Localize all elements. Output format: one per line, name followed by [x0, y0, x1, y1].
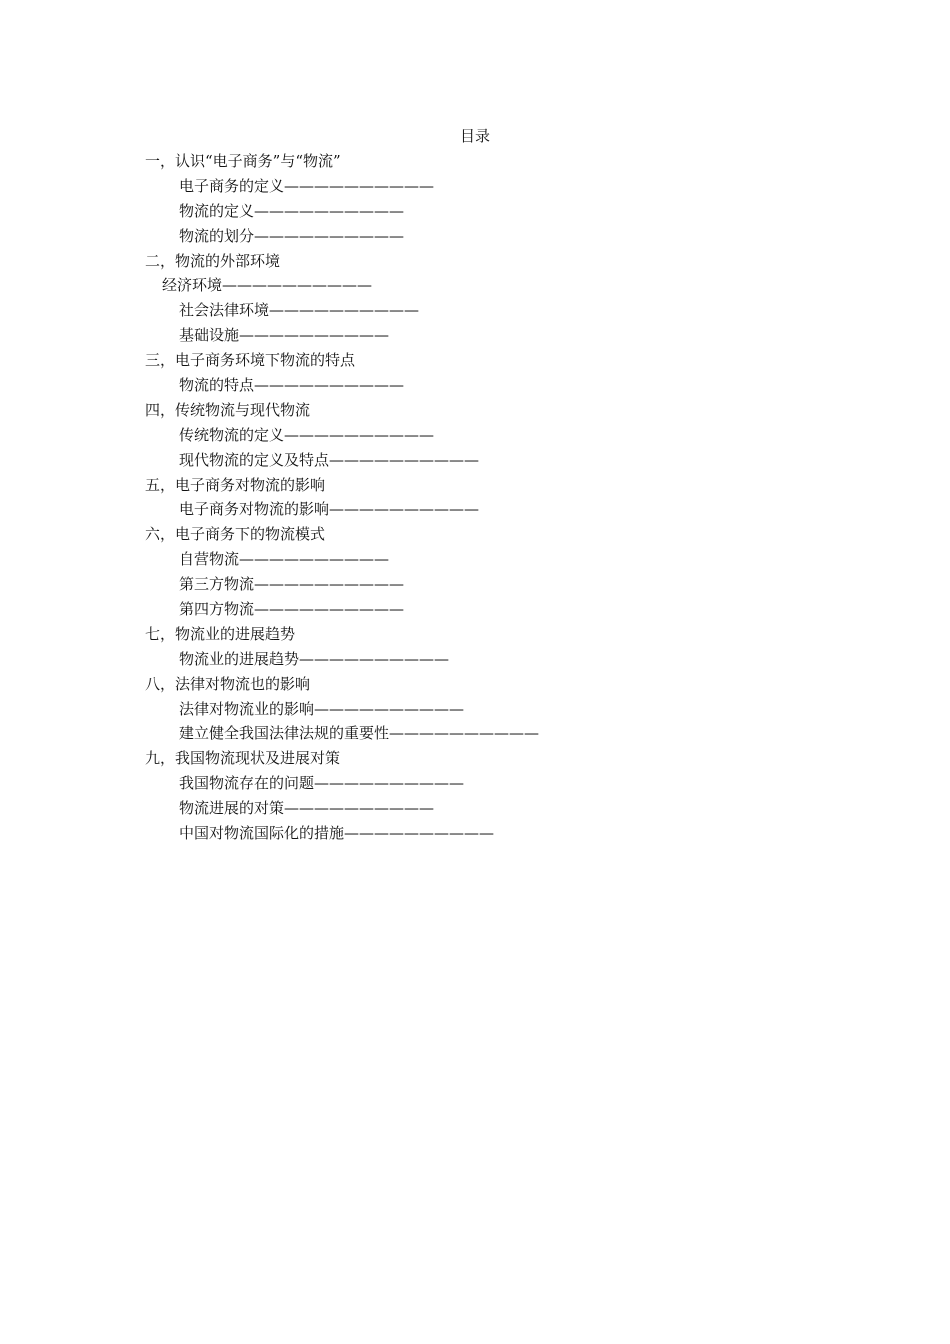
toc-entry: 物流的定义——————————: [179, 201, 405, 220]
toc-entry: 自营物流——————————: [179, 550, 390, 569]
toc-title: 目录: [459, 127, 490, 145]
toc-entry: 电子商务的定义——————————: [179, 176, 435, 195]
toc-entry: 中国对物流国际化的措施——————————: [179, 824, 495, 843]
toc-entry: 电子商务对物流的影响——————————: [179, 500, 480, 519]
toc-entry: 建立健全我国法律法规的重要性——————————: [179, 724, 540, 743]
toc-section-3: 三，电子商务环境下物流的特点: [145, 351, 356, 370]
toc-entry: 物流业的进展趋势——————————: [179, 649, 450, 668]
table-of-contents: [145, 149, 845, 846]
toc-section-2: 二，物流的外部环境: [145, 251, 281, 270]
toc-entry: 法律对物流业的影响——————————: [179, 699, 465, 718]
toc-section-1: 一，认识“电子商务”与“物流”: [145, 152, 341, 170]
toc-section-7: 七，物流业的进展趋势: [145, 624, 296, 643]
toc-entry: 我国物流存在的问题——————————: [179, 774, 465, 793]
toc-entry: 经济环境——————————: [162, 276, 373, 295]
toc-entry: 传统物流的定义——————————: [179, 425, 435, 444]
toc-entry: 现代物流的定义及特点——————————: [179, 450, 480, 469]
toc-entry: 物流进展的对策——————————: [179, 799, 435, 818]
toc-section-4: 四，传统物流与现代物流: [145, 400, 311, 419]
toc-entry: 基础设施——————————: [179, 326, 390, 345]
toc-entry: 第四方物流——————————: [179, 600, 405, 619]
toc-section-8: 八，法律对物流也的影响: [145, 674, 311, 693]
toc-entry: 第三方物流——————————: [179, 575, 405, 594]
toc-entry: 社会法律环境——————————: [179, 301, 420, 320]
toc-section-5: 五，电子商务对物流的影响: [145, 475, 326, 494]
toc-section-9: 九，我国物流现状及进展对策: [145, 749, 341, 768]
toc-section-6: 六，电子商务下的物流模式: [145, 525, 326, 544]
toc-entry: 物流的特点——————————: [179, 376, 405, 395]
toc-entry: 物流的划分——————————: [179, 226, 405, 245]
